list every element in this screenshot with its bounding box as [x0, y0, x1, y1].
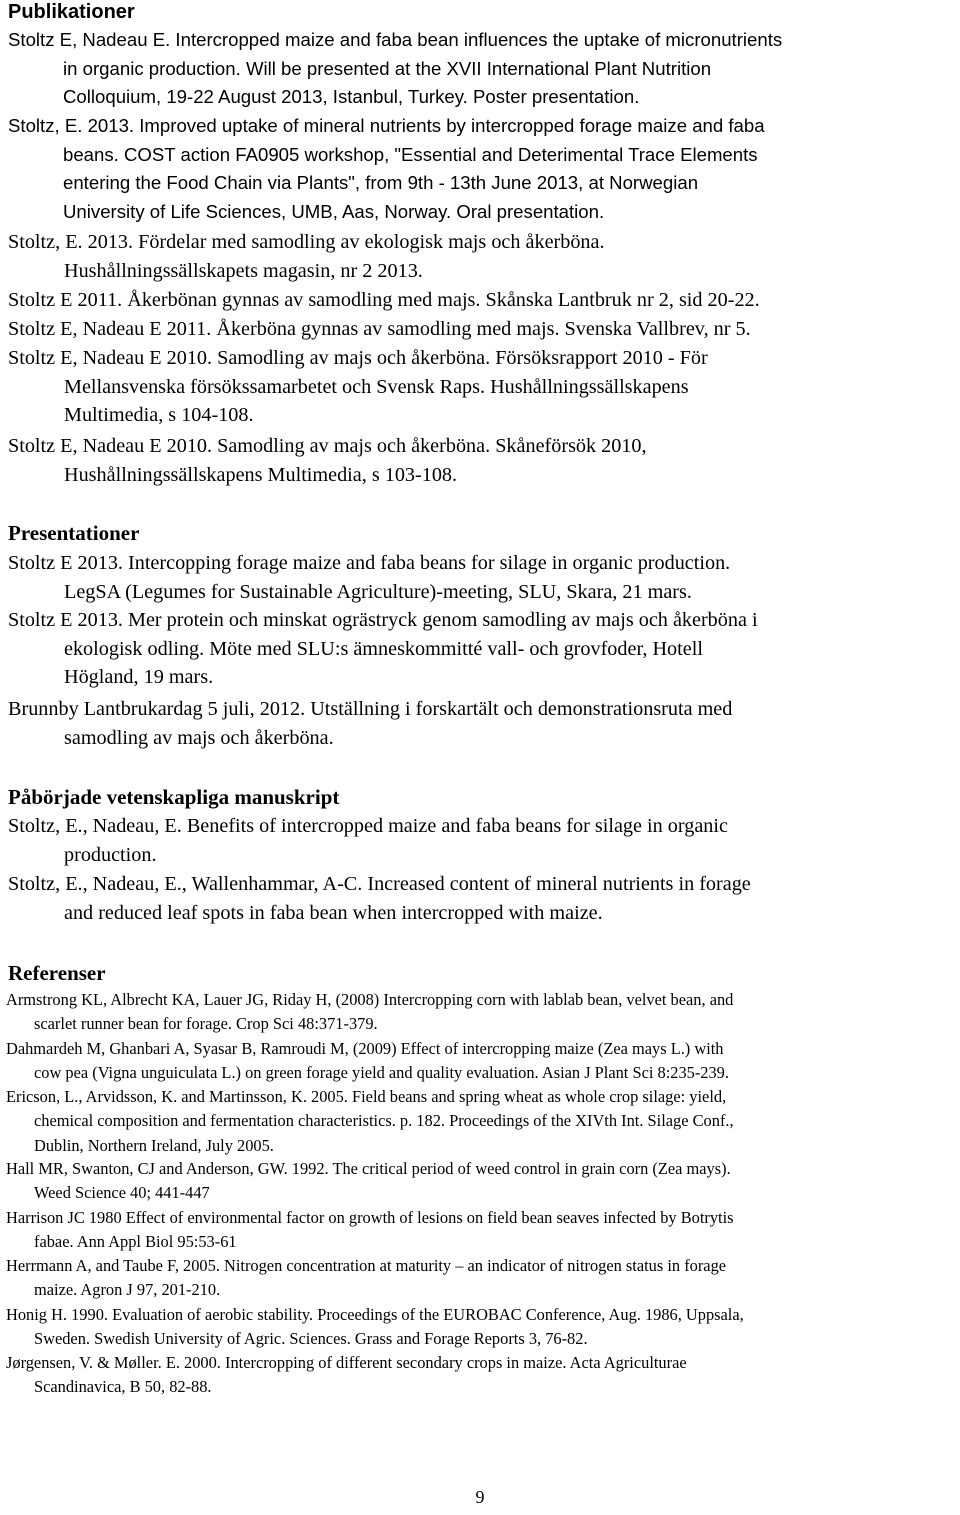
entry-line: Stoltz E 2013. Mer protein och minskat ogrästryck genom samodling av majs och åkerböna i [8, 609, 758, 631]
reference-entry-1 [6, 988, 954, 1037]
manuskript-heading: Påbörjade vetenskapliga manuskript [8, 785, 340, 809]
page-number: 9 [475, 1487, 485, 1507]
ref-line: Herrmann A, and Taube F, 2005. Nitrogen concentration at maturity – an indicator of nitrogen status in forage [6, 1256, 727, 1275]
ref-line: Sweden. Swedish University of Agric. Sciences. Grass and Forage Reports 3, 76-82. [34, 1329, 588, 1349]
presentationer-heading: Presentationer [8, 521, 140, 545]
referenser-heading: Referenser [8, 961, 106, 985]
entry-line: Brunnby Lantbrukardag 5 juli, 2012. Utställning i forskartält och demonstrationsruta med [8, 698, 733, 720]
reference-entry-3 [6, 1085, 954, 1158]
entry-line: beans. COST action FA0905 workshop, "Essential and Deterimental Trace Elements [63, 143, 758, 165]
ref-line: fabae. Ann Appl Biol 95:53-61 [34, 1232, 237, 1252]
entry-line: Högland, 19 mars. [64, 666, 214, 689]
reference-entry-5 [6, 1206, 954, 1255]
entry-line: in organic production. Will be presented at the XVII International Plant Nutrition [63, 57, 712, 79]
entry-line: Stoltz, E. 2013. Fördelar med samodling av ekologisk majs och åkerböna. [8, 231, 605, 253]
publication-entry-6 [8, 344, 953, 430]
entry-line: and reduced leaf spots in faba bean when intercropped with maize. [64, 901, 603, 924]
ref-line: Scandinavica, B 50, 82-88. [34, 1377, 212, 1397]
ref-line: Hall MR, Swanton, CJ and Anderson, GW. 1992. The critical period of weed control in grain corn (Zea mays). [6, 1159, 731, 1178]
ref-line: Weed Science 40; 441-447 [34, 1183, 210, 1203]
entry-line: Stoltz E 2011. Åkerbönan gynnas av samodling med majs. Skånska Lantbruk nr 2, sid 20-22. [8, 289, 760, 311]
ref-line: Dublin, Northern Ireland, July 2005. [34, 1135, 274, 1155]
entry-line: Stoltz E, Nadeau E 2011. Åkerböna gynnas av samodling med majs. Svenska Vallbrev, nr 5. [8, 318, 751, 340]
publication-entry-1 [8, 26, 953, 112]
presentation-entry-1 [8, 549, 953, 606]
reference-entry-4 [6, 1157, 954, 1206]
entry-line: ekologisk odling. Möte med SLU:s ämneskommitté vall- och grovfoder, Hotell [64, 637, 703, 660]
ref-line: Harrison JC 1980 Effect of environmental factor on growth of lesions on field bean seaves infected by Botrytis [6, 1208, 734, 1227]
entry-line: University of Life Sciences, UMB, Aas, Norway. Oral presentation. [63, 201, 605, 223]
publication-entry-4 [8, 286, 953, 315]
entry-line: Stoltz, E., Nadeau, E., Wallenhammar, A-C. Increased content of mineral nutrients in forage [8, 873, 751, 895]
entry-line: Stoltz, E., Nadeau, E. Benefits of intercropped maize and faba beans for silage in organic [8, 815, 728, 837]
entry-line: Stoltz E, Nadeau E 2010. Samodling av majs och åkerböna. Försöksrapport 2010 - För [8, 347, 708, 369]
presentation-entry-2 [8, 606, 953, 692]
entry-line: Stoltz, E. 2013. Improved uptake of mineral nutrients by intercropped forage maize and faba [8, 115, 765, 136]
publication-entry-3 [8, 228, 953, 285]
manuscript-entry-2 [8, 870, 953, 927]
entry-line: Colloquium, 19-22 August 2013, Istanbul, Turkey. Poster presentation. [63, 86, 640, 108]
ref-line: cow pea (Vigna unguiculata L.) on green forage yield and quality evaluation. Asian J Plant Sci 8:235-239. [34, 1063, 729, 1083]
entry-line: Stoltz E, Nadeau E 2010. Samodling av majs och åkerböna. Skåneförsök 2010, [8, 435, 647, 457]
entry-line: LegSA (Legumes for Sustainable Agriculture)-meeting, SLU, Skara, 21 mars. [64, 580, 692, 603]
reference-entry-2 [6, 1037, 954, 1086]
reference-entry-7 [6, 1303, 954, 1352]
entry-line: Multimedia, s 104-108. [64, 404, 254, 427]
manuscript-entry-1 [8, 812, 953, 869]
ref-line: Honig H. 1990. Evaluation of aerobic stability. Proceedings of the EUROBAC Conference, Aug. 1986, Uppsala, [6, 1305, 744, 1324]
ref-line: Armstrong KL, Albrecht KA, Lauer JG, Riday H, (2008) Intercropping corn with lablab bean, velvet bean, and [6, 990, 734, 1009]
entry-line: samodling av majs och åkerböna. [64, 726, 334, 749]
entry-line: Hushållningssällskapens Multimedia, s 103-108. [64, 463, 458, 486]
entry-line: Stoltz E 2013. Intercopping forage maize and faba beans for silage in organic production. [8, 552, 731, 574]
ref-line: Ericson, L., Arvidsson, K. and Martinsson, K. 2005. Field beans and spring wheat as whole crop silage: yield, [6, 1087, 727, 1106]
ref-line: Jørgensen, V. & Møller. E. 2000. Intercropping of different secondary crops in maize. Acta Agriculturae [6, 1353, 687, 1372]
entry-line: production. [64, 843, 157, 866]
entry-line: entering the Food Chain via Plants", from 9th - 13th June 2013, at Norwegian [63, 172, 699, 194]
entry-line: Hushållningssällskapets magasin, nr 2 2013. [64, 259, 423, 282]
publication-entry-7 [8, 432, 953, 489]
publikationer-heading: Publikationer [8, 1, 135, 23]
ref-line: chemical composition and fermentation characteristics. p. 182. Proceedings of the XIVth Int. Silage Conf., [34, 1111, 734, 1131]
ref-line: scarlet runner bean for forage. Crop Sci 48:371-379. [34, 1014, 378, 1034]
reference-entry-8 [6, 1351, 954, 1400]
publication-entry-5 [8, 315, 953, 344]
reference-entry-6 [6, 1254, 954, 1303]
presentation-entry-3 [8, 695, 953, 752]
entry-line: Mellansvenska försökssamarbetet och Svensk Raps. Hushållningssällskapens [64, 375, 689, 398]
ref-line: Dahmardeh M, Ghanbari A, Syasar B, Ramroudi M, (2009) Effect of intercropping maize (Zea mays L.) with [6, 1039, 724, 1058]
entry-line: Stoltz E, Nadeau E. Intercropped maize and faba bean influences the uptake of micronutrients [8, 29, 783, 50]
ref-line: maize. Agron J 97, 201-210. [34, 1280, 221, 1300]
publication-entry-2 [8, 112, 953, 227]
